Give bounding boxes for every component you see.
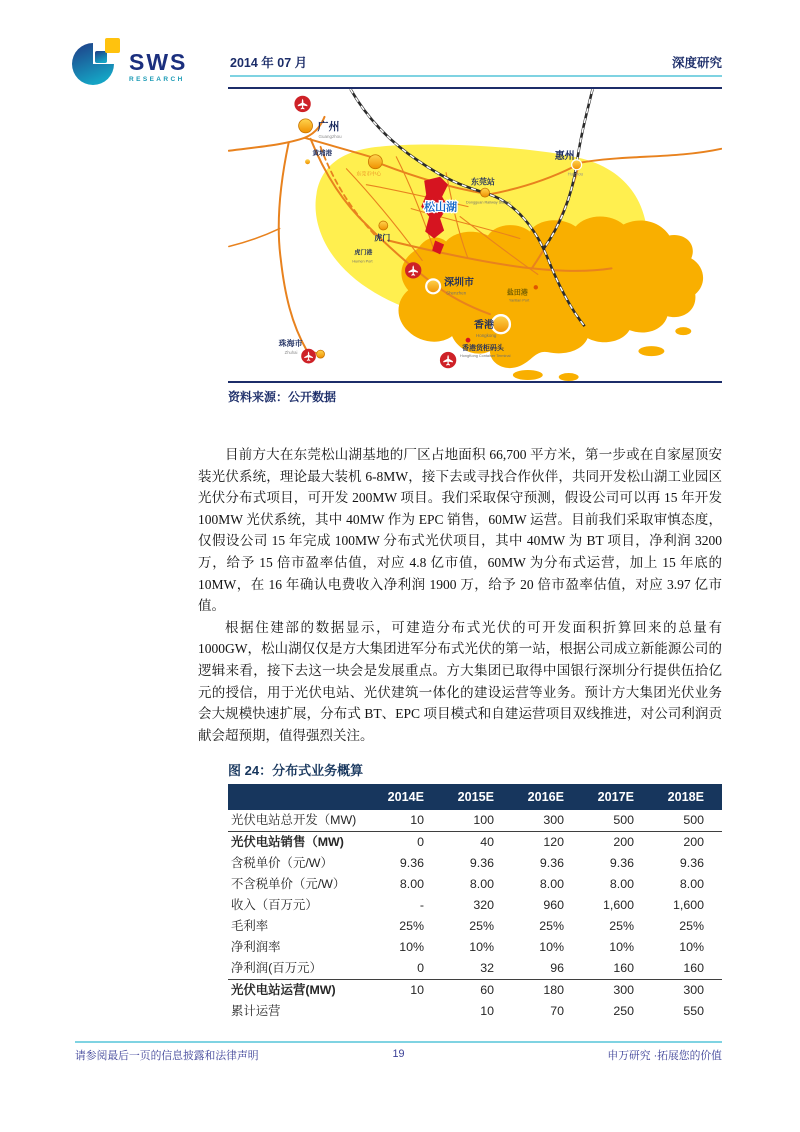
table-header-2016e: 2016E: [512, 784, 582, 810]
shenzhen-label: 深圳市: [444, 277, 474, 289]
cell: 9.36: [539, 856, 564, 870]
table-row: [228, 874, 722, 895]
cell: 10: [480, 1004, 494, 1018]
cell: 25%: [469, 919, 494, 933]
zhuhai-label: 珠海市: [278, 339, 303, 349]
cell: 1,600: [672, 898, 704, 912]
brand-name: SWS: [129, 49, 188, 75]
paragraph-2: 根据住建部的数据显示，可建造分布式光伏的可开发面积折算回来的总量有 1000GW，松山湖仅仅是方大集团进军分布式光伏的第一站，根据公司成立新能源公司的逻辑来看，接下去这一块会是发展重点。方大集团已取得中国银行深圳分行提供伍拾亿元的授信，用于光伏电站、光伏建筑一体化的建设运营等业务。预计方大集团光伏业务会大规模快速扩展，分布式 BT、EPC 项目模式和自建运营项目双线推进，对公司利润贡献会超预期，值得强烈关注。: [198, 619, 722, 743]
hk-terminal-marker: [466, 338, 471, 343]
cell: 10%: [399, 940, 424, 954]
table-header-2014e: 2014E: [372, 784, 442, 810]
row-label: 不含税单价（元/W）: [231, 877, 346, 891]
hk-terminal-en-label: HongKong Container Terminal: [460, 354, 511, 359]
humen-port-en-label: Humen Port: [352, 259, 373, 264]
humen-marker: [379, 221, 388, 230]
dongguan-center-label: 东莞市中心: [356, 171, 382, 178]
cell: 320: [473, 898, 494, 912]
row-label: 净利润率: [231, 940, 281, 954]
guangzhou-en-label: Guangzhou: [318, 133, 342, 139]
table-header-2015e: 2015E: [442, 784, 512, 810]
humen-label: 虎门: [374, 233, 391, 243]
row-label: 光伏电站运营(MW): [228, 980, 372, 1002]
table-header-2018e: 2018E: [652, 784, 722, 810]
cell: 32: [480, 961, 494, 975]
table-row: [228, 810, 722, 832]
table-row: [228, 1001, 722, 1022]
row-label: 光伏电站销售（MW): [228, 832, 372, 854]
cell: 200: [652, 832, 722, 854]
huangpu-port-label: 黄埔港: [312, 149, 332, 157]
zhuhai-en-label: Zhuhai: [284, 350, 298, 356]
hongkong-label: 香港: [474, 320, 494, 332]
huangpu-port-marker: [305, 159, 310, 164]
island: [638, 346, 664, 356]
sws-logo: [72, 38, 187, 86]
table-row: [228, 958, 722, 980]
report-type: 深度研究: [671, 56, 722, 70]
cell: 25%: [539, 919, 564, 933]
table-row: [228, 853, 722, 874]
shenzhen-en-label: Shenzhen: [446, 290, 467, 296]
cell: 10: [372, 980, 442, 1002]
table-row: [228, 832, 722, 854]
cell: 0: [372, 832, 442, 854]
table-header-2017e: 2017E: [582, 784, 652, 810]
header-rule: [230, 75, 722, 77]
cell: 180: [512, 980, 582, 1002]
figure24-title: 图 24：分布式业务概算: [228, 763, 364, 778]
row-label: 含税单价（元/W）: [231, 856, 333, 870]
shenzhen-marker: [426, 279, 440, 293]
row-label: 光伏电站总开发（MW): [231, 813, 357, 827]
paragraph-1: 目前方大在东莞松山湖基地的厂区占地面积 66,700 平方米，第一步或在自家屋顶安装光伏系统，理论最大装机 6-8MW，接下去或寻找合作伙伴，共同开发松山湖工业园区光伏分布式项目，可开发 200MW 项目。我们采取保守预测，假设公司可以再 15 年开发 100MW 光伏系统，其中 40MW 作为 EPC 销售，60MW 运营。目前我们采取审慎态度，仅假设公司 15 年完成 100MW 分布式光伏项目，其中 40MW 为 BT 项目，净利润 3200 万，给予 15 倍市盈率估值，对应 4.8 亿市值，60MW 为分布式运营，加上 15 年底的 10MW，在 16 年确认电费收入净利润 1900 万，给予 20 倍市盈率估值，对应 3.97 亿市值。: [198, 447, 722, 614]
hongkong-marker: [492, 315, 510, 333]
hk-terminal-label: 香港货柜码头: [462, 345, 504, 353]
cell: 25%: [399, 919, 424, 933]
guangzhou-airport-icon: [294, 96, 310, 112]
cell: 8.00: [539, 877, 564, 891]
cell: 200: [582, 832, 652, 854]
cell: [372, 1001, 442, 1022]
cell: 8.00: [399, 877, 424, 891]
body-text: [198, 444, 722, 746]
sws-logo-icon: [72, 38, 120, 86]
cell: 120: [512, 832, 582, 854]
dongguan-station-en-label: Dongguan Railway Station: [466, 200, 511, 205]
figure-source-note: 资料来源：公开数据: [228, 390, 337, 404]
cell: 8.00: [609, 877, 634, 891]
cell: 1,600: [602, 898, 634, 912]
cell: -: [419, 898, 424, 912]
cell: 100: [473, 813, 494, 827]
pearl-river-delta-map: [228, 89, 722, 381]
row-label: 收入（百万元）: [231, 898, 318, 912]
row-label: 毛利率: [231, 919, 269, 933]
cell: 300: [543, 813, 564, 827]
footer-disclaimer: 请参阅最后一页的信息披露和法律声明: [75, 1050, 259, 1062]
footer-slogan: 申万研究 ·拓展您的价值: [607, 1050, 722, 1062]
table-row: [228, 980, 722, 1002]
footer: [75, 1048, 722, 1063]
dongguan-center-marker: [368, 155, 382, 169]
map-figure: [228, 87, 722, 405]
yantian-port-marker: [534, 285, 538, 289]
footer-rule: [75, 1041, 722, 1043]
cell: 9.36: [399, 856, 424, 870]
yantian-port-en-label: Yantian Port: [508, 298, 530, 303]
dongguan-station-label: 东莞站: [471, 177, 495, 187]
cell: 0: [417, 961, 424, 975]
huizhou-en-label: Huizhou: [567, 171, 583, 177]
cell: 8.00: [679, 877, 704, 891]
hongkong-airport-icon: [440, 352, 456, 368]
humen-port-label: 虎门港: [354, 250, 373, 257]
row-label: 净利润(百万元）: [231, 961, 322, 975]
guangzhou-marker: [299, 119, 313, 133]
dongguan-station-marker: [480, 188, 489, 197]
cell: 10%: [539, 940, 564, 954]
yantian-port-label: 盐田港: [506, 289, 528, 297]
shenzhen-airport-icon: [405, 262, 421, 278]
island: [559, 373, 579, 381]
cell: 70: [550, 1004, 564, 1018]
cell: 160: [683, 961, 704, 975]
cell: 10%: [469, 940, 494, 954]
brand-subtitle: RESEARCH: [129, 76, 185, 83]
cell: 9.36: [609, 856, 634, 870]
guangzhou-label: 广州: [317, 120, 340, 133]
cell: 96: [550, 961, 564, 975]
hongkong-en-label: Hongkong: [475, 333, 497, 339]
row-label: 累计运营: [231, 1004, 281, 1018]
page-number: 19: [392, 1048, 405, 1060]
table-header-empty: [228, 784, 372, 810]
zhuhai-marker: [317, 350, 325, 358]
cell: 25%: [679, 919, 704, 933]
cell: 960: [543, 898, 564, 912]
huizhou-label: 惠州: [554, 150, 575, 162]
island: [675, 327, 691, 335]
cell: 500: [683, 813, 704, 827]
cell: 160: [613, 961, 634, 975]
cell: 300: [582, 980, 652, 1002]
table-header-row: [228, 784, 722, 810]
table-row: [228, 916, 722, 937]
table-row: [228, 895, 722, 916]
zhuhai-airport-icon: [301, 349, 316, 364]
cell: 9.36: [679, 856, 704, 870]
figure24-table: [228, 784, 722, 1022]
island: [513, 370, 543, 380]
cell: 9.36: [469, 856, 494, 870]
cell: 10%: [609, 940, 634, 954]
cell: 40: [442, 832, 512, 854]
figure-bottom-border: [228, 381, 722, 383]
cell: 8.00: [469, 877, 494, 891]
cell: 10: [410, 813, 424, 827]
cell: 250: [613, 1004, 634, 1018]
cell: 60: [442, 980, 512, 1002]
cell: 500: [613, 813, 634, 827]
cell: 10%: [679, 940, 704, 954]
report-date: 2014 年 07 月: [230, 56, 308, 70]
cell: 550: [683, 1004, 704, 1018]
table-row: [228, 937, 722, 958]
cell: 300: [652, 980, 722, 1002]
songshan-lake-label: 松山湖: [424, 201, 458, 214]
cell: 25%: [609, 919, 634, 933]
